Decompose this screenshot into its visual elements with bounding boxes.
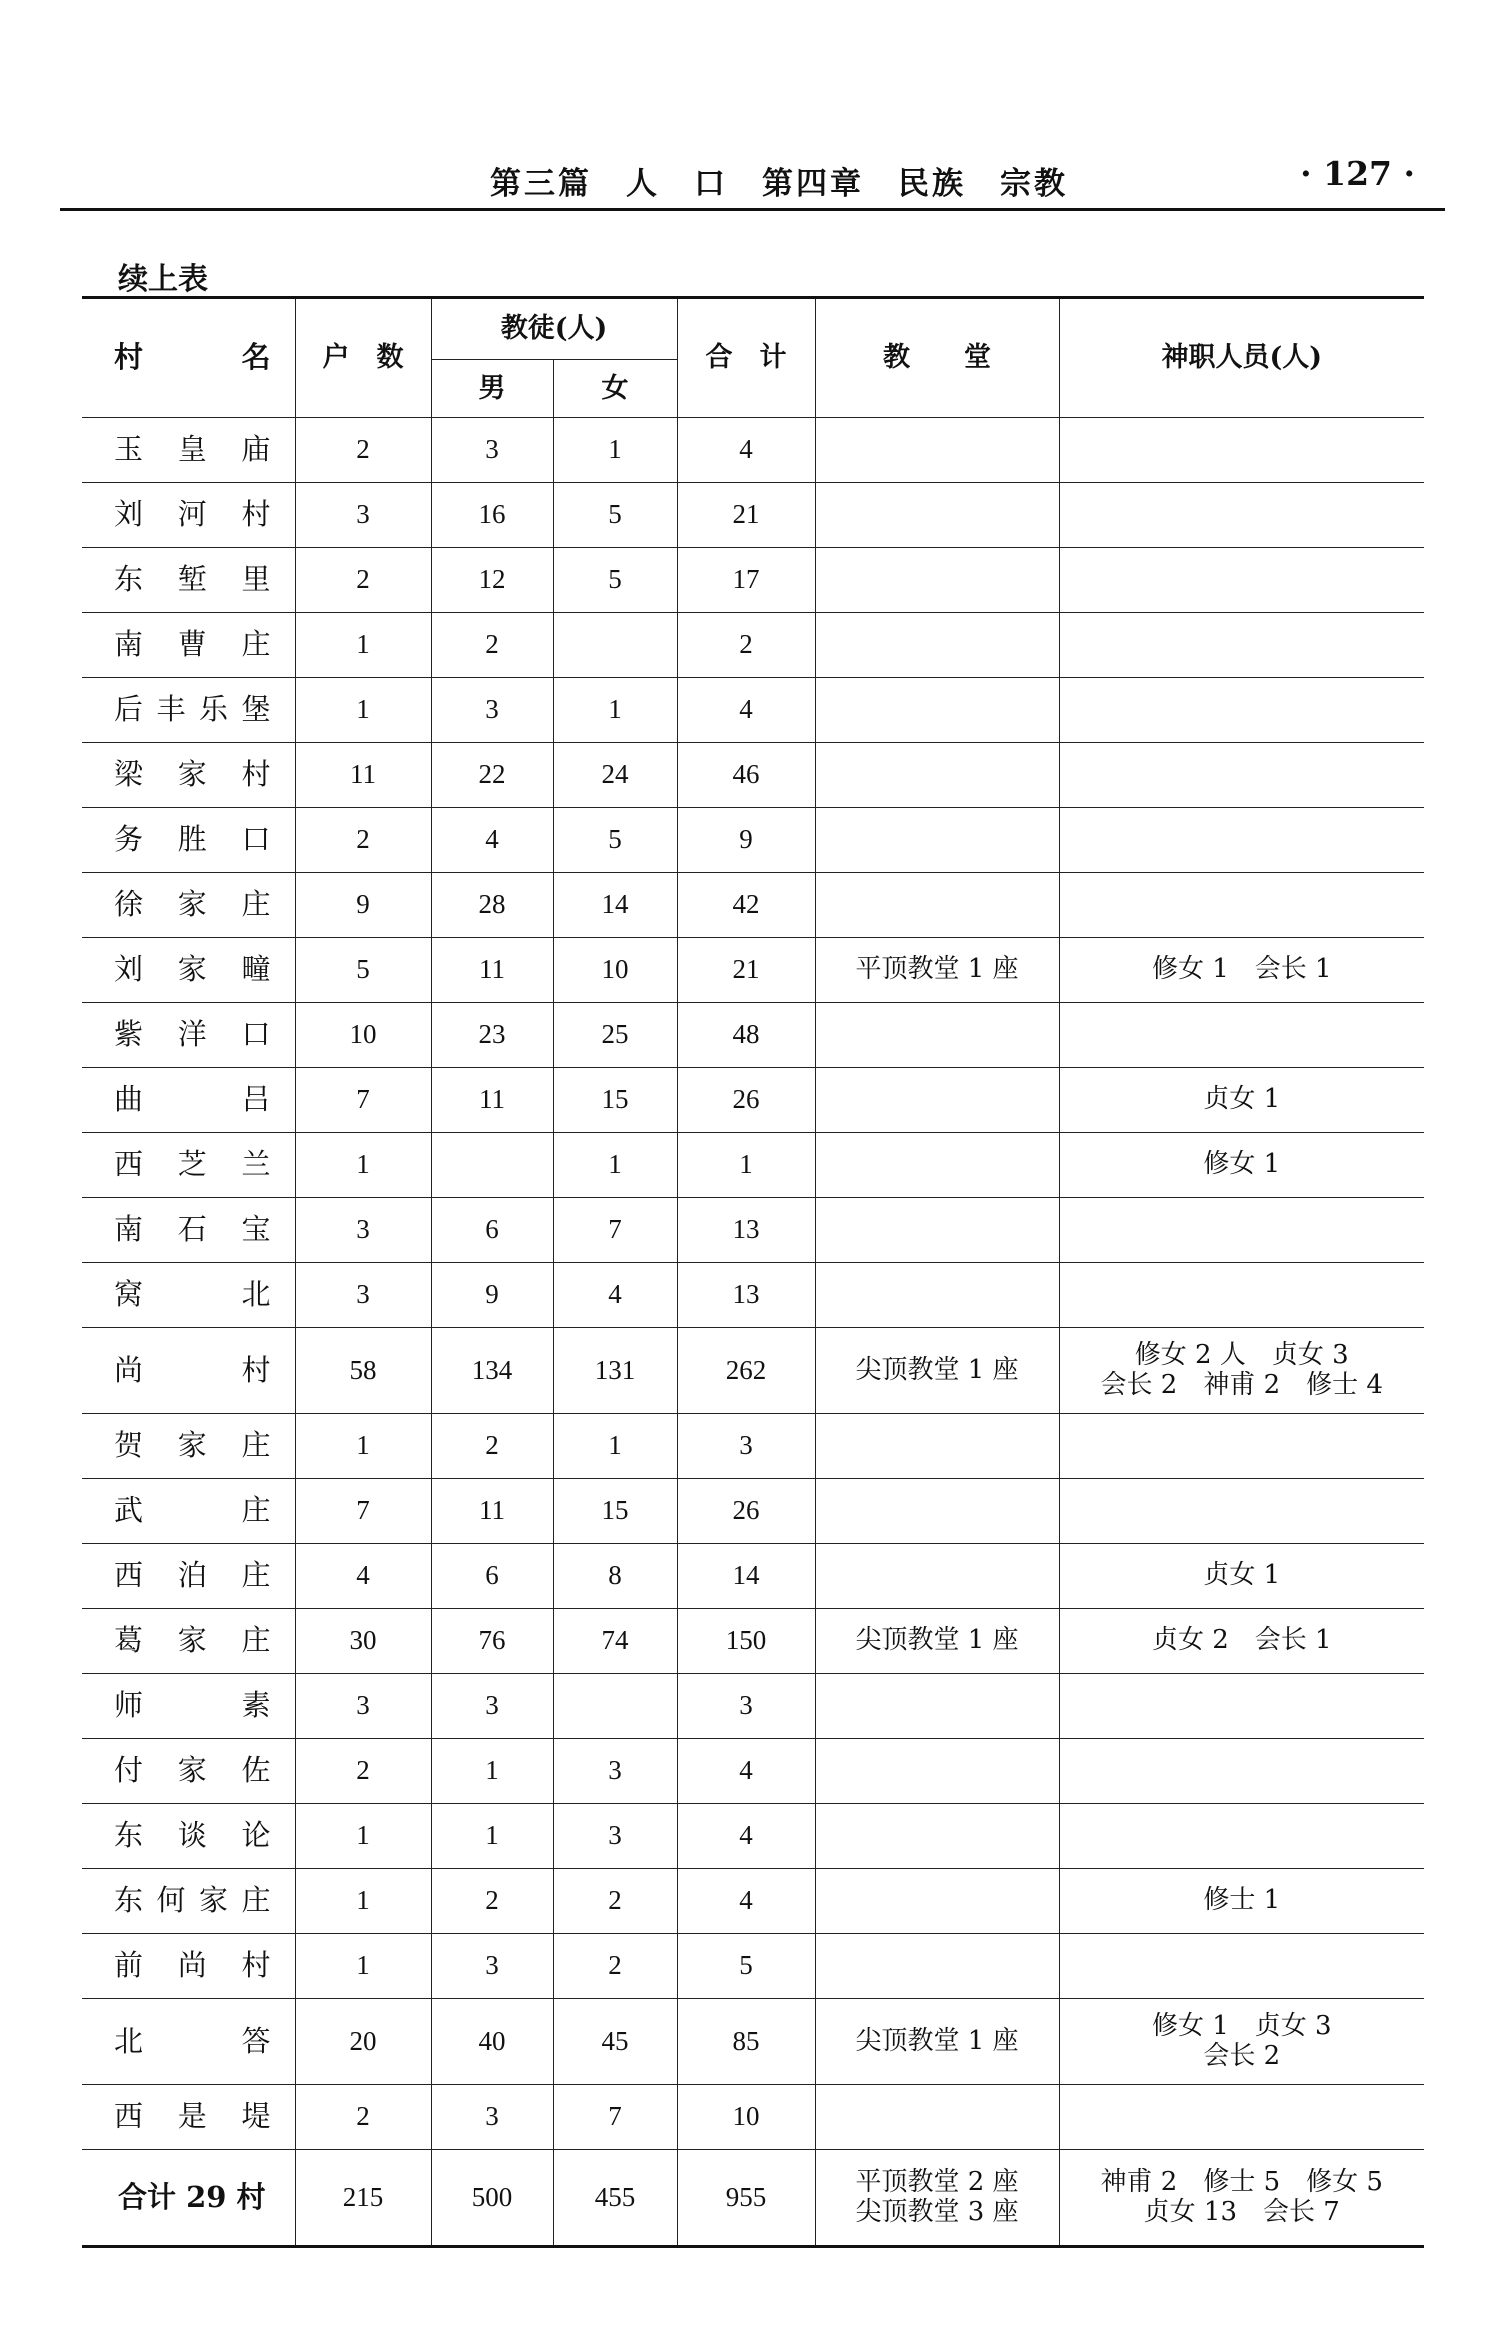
total-cell: 13 <box>677 1198 815 1263</box>
table-row <box>82 938 1424 1003</box>
female-cell: 5 <box>553 483 677 548</box>
total-cell: 4 <box>677 1804 815 1869</box>
church-cell <box>815 548 1059 613</box>
total-cell: 42 <box>677 873 815 938</box>
total-church-line1: 平顶教堂 2 座 <box>855 2166 1019 2197</box>
clergy-cell: 修士 1 <box>1059 1869 1424 1934</box>
clergy-cell <box>1059 548 1424 613</box>
total-cell: 48 <box>677 1003 815 1068</box>
table-row <box>82 1003 1424 1068</box>
households-cell: 1 <box>295 1133 431 1198</box>
village-cell: 玉皇庙 <box>82 418 295 483</box>
female-cell: 1 <box>553 418 677 483</box>
clergy-line1: 修女 2 人 贞女 3 <box>1134 1339 1349 1370</box>
village-cell: 后丰乐堡 <box>82 678 295 743</box>
female-cell: 74 <box>553 1609 677 1674</box>
male-cell: 11 <box>431 1479 553 1544</box>
male-cell: 2 <box>431 1869 553 1934</box>
header-church: 教 堂 <box>815 298 1059 418</box>
male-cell: 6 <box>431 1544 553 1609</box>
table-row <box>82 1674 1424 1739</box>
table-row <box>82 1263 1424 1328</box>
church-cell <box>815 418 1059 483</box>
village-cell: 南曹庄 <box>82 613 295 678</box>
header-rule <box>60 208 1445 211</box>
header-believers: 教徒(人) <box>431 298 677 360</box>
clergy-cell <box>1059 483 1424 548</box>
total-cell: 2 <box>677 613 815 678</box>
clergy-line2: 会长 2 神甫 2 修士 4 <box>1100 1369 1383 1400</box>
total-cell: 4 <box>677 1869 815 1934</box>
total-clergy-line1: 神甫 2 修士 5 修女 5 <box>1100 2166 1383 2197</box>
total-cell: 5 <box>677 1934 815 1999</box>
total-row <box>82 2150 1424 2247</box>
female-cell: 1 <box>553 1414 677 1479</box>
total-clergy-line2: 贞女 13 会长 7 <box>1143 2196 1340 2227</box>
clergy-line1: 修女 1 贞女 3 <box>1151 2010 1332 2041</box>
clergy-cell <box>1059 1934 1424 1999</box>
female-cell: 15 <box>553 1479 677 1544</box>
table-row <box>82 1479 1424 1544</box>
male-cell: 40 <box>431 1999 553 2085</box>
households-cell: 3 <box>295 483 431 548</box>
church-cell: 尖顶教堂 1 座 <box>815 1328 1059 1414</box>
households-cell: 1 <box>295 1414 431 1479</box>
church-cell <box>815 1934 1059 1999</box>
church-cell <box>815 613 1059 678</box>
clergy-cell <box>1059 418 1424 483</box>
total-cell: 262 <box>677 1328 815 1414</box>
female-cell: 5 <box>553 808 677 873</box>
village-cell: 师素 <box>82 1674 295 1739</box>
male-cell: 3 <box>431 418 553 483</box>
clergy-cell <box>1059 1739 1424 1804</box>
church-cell <box>815 2085 1059 2150</box>
clergy-cell <box>1059 1003 1424 1068</box>
total-male: 500 <box>431 2150 553 2247</box>
total-cell: 10 <box>677 2085 815 2150</box>
households-cell: 1 <box>295 1869 431 1934</box>
village-cell: 务胜口 <box>82 808 295 873</box>
households-cell: 3 <box>295 1198 431 1263</box>
male-cell: 1 <box>431 1739 553 1804</box>
clergy-line2: 会长 2 <box>1203 2040 1281 2071</box>
total-cell: 17 <box>677 548 815 613</box>
clergy-cell <box>1059 1999 1424 2085</box>
total-cell: 26 <box>677 1068 815 1133</box>
total-cell: 13 <box>677 1263 815 1328</box>
female-cell: 25 <box>553 1003 677 1068</box>
households-cell: 1 <box>295 1934 431 1999</box>
clergy-cell <box>1059 1479 1424 1544</box>
households-cell: 11 <box>295 743 431 808</box>
table-row <box>82 873 1424 938</box>
total-cell: 4 <box>677 678 815 743</box>
table-row <box>82 1133 1424 1198</box>
female-cell <box>553 613 677 678</box>
church-cell: 尖顶教堂 1 座 <box>815 1999 1059 2085</box>
church-cell <box>815 1414 1059 1479</box>
church-cell <box>815 1263 1059 1328</box>
female-cell: 5 <box>553 548 677 613</box>
clergy-cell <box>1059 1328 1424 1414</box>
households-cell: 1 <box>295 613 431 678</box>
village-cell: 付家佐 <box>82 1739 295 1804</box>
church-cell: 尖顶教堂 1 座 <box>815 1609 1059 1674</box>
total-village: 合计 29 村 <box>82 2150 295 2247</box>
church-cell <box>815 1544 1059 1609</box>
header-village: 村 名 <box>82 298 295 418</box>
male-cell: 1 <box>431 1804 553 1869</box>
clergy-cell <box>1059 1804 1424 1869</box>
clergy-cell: 贞女 1 <box>1059 1068 1424 1133</box>
table-row <box>82 1198 1424 1263</box>
village-cell: 葛家庄 <box>82 1609 295 1674</box>
church-cell <box>815 1869 1059 1934</box>
table-row <box>82 1869 1424 1934</box>
households-cell: 7 <box>295 1068 431 1133</box>
total-total: 955 <box>677 2150 815 2247</box>
clergy-cell: 修女 1 <box>1059 1133 1424 1198</box>
village-cell: 梁家村 <box>82 743 295 808</box>
village-cell: 曲吕 <box>82 1068 295 1133</box>
female-cell <box>553 1674 677 1739</box>
total-cell: 26 <box>677 1479 815 1544</box>
village-cell: 西是堤 <box>82 2085 295 2150</box>
female-cell: 45 <box>553 1999 677 2085</box>
village-cell: 刘家疃 <box>82 938 295 1003</box>
table-row <box>82 1414 1424 1479</box>
table-row <box>82 743 1424 808</box>
village-cell: 尚村 <box>82 1328 295 1414</box>
church-cell: 平顶教堂 1 座 <box>815 938 1059 1003</box>
church-cell <box>815 1739 1059 1804</box>
total-cell: 1 <box>677 1133 815 1198</box>
village-cell: 紫洋口 <box>82 1003 295 1068</box>
village-cell: 东何家庄 <box>82 1869 295 1934</box>
male-cell: 9 <box>431 1263 553 1328</box>
header-households: 户 数 <box>295 298 431 418</box>
clergy-cell <box>1059 1263 1424 1328</box>
header-clergy: 神职人员(人) <box>1059 298 1424 418</box>
total-cell: 85 <box>677 1999 815 2085</box>
church-cell <box>815 743 1059 808</box>
clergy-cell: 修女 1 会长 1 <box>1059 938 1424 1003</box>
male-cell: 3 <box>431 678 553 743</box>
female-cell: 7 <box>553 2085 677 2150</box>
village-cell: 西芝兰 <box>82 1133 295 1198</box>
female-cell: 1 <box>553 1133 677 1198</box>
male-cell: 16 <box>431 483 553 548</box>
church-cell <box>815 808 1059 873</box>
total-cell: 3 <box>677 1414 815 1479</box>
table-row <box>82 1544 1424 1609</box>
table-row <box>82 613 1424 678</box>
header-female: 女 <box>553 360 677 418</box>
table-body <box>82 418 1424 2150</box>
households-cell: 1 <box>295 1804 431 1869</box>
village-cell: 西泊庄 <box>82 1544 295 1609</box>
church-cell <box>815 1198 1059 1263</box>
clergy-cell <box>1059 743 1424 808</box>
male-cell: 28 <box>431 873 553 938</box>
households-cell: 20 <box>295 1999 431 2085</box>
total-clergy <box>1059 2150 1424 2247</box>
clergy-cell: 贞女 1 <box>1059 1544 1424 1609</box>
female-cell: 14 <box>553 873 677 938</box>
female-cell: 10 <box>553 938 677 1003</box>
households-cell: 1 <box>295 678 431 743</box>
village-cell: 武庄 <box>82 1479 295 1544</box>
table-header <box>82 298 1424 418</box>
total-cell: 21 <box>677 938 815 1003</box>
table-row <box>82 808 1424 873</box>
female-cell: 1 <box>553 678 677 743</box>
total-cell: 46 <box>677 743 815 808</box>
table-row <box>82 2085 1424 2150</box>
total-church <box>815 2150 1059 2247</box>
households-cell: 2 <box>295 808 431 873</box>
total-cell: 14 <box>677 1544 815 1609</box>
header-total: 合 计 <box>677 298 815 418</box>
total-church-line2: 尖顶教堂 3 座 <box>855 2196 1019 2227</box>
village-cell: 窝北 <box>82 1263 295 1328</box>
male-cell: 2 <box>431 1414 553 1479</box>
male-cell: 4 <box>431 808 553 873</box>
male-cell: 3 <box>431 1674 553 1739</box>
table-row <box>82 1999 1424 2085</box>
female-cell: 2 <box>553 1934 677 1999</box>
total-cell: 4 <box>677 418 815 483</box>
female-cell: 3 <box>553 1739 677 1804</box>
male-cell: 3 <box>431 2085 553 2150</box>
male-cell: 3 <box>431 1934 553 1999</box>
households-cell: 5 <box>295 938 431 1003</box>
clergy-cell: 贞女 2 会长 1 <box>1059 1609 1424 1674</box>
male-cell: 11 <box>431 1068 553 1133</box>
clergy-cell <box>1059 808 1424 873</box>
female-cell: 4 <box>553 1263 677 1328</box>
table-row <box>82 1328 1424 1414</box>
households-cell: 30 <box>295 1609 431 1674</box>
male-cell: 2 <box>431 613 553 678</box>
households-cell: 3 <box>295 1263 431 1328</box>
male-cell: 23 <box>431 1003 553 1068</box>
clergy-cell <box>1059 1414 1424 1479</box>
header-male: 男 <box>431 360 553 418</box>
clergy-cell <box>1059 678 1424 743</box>
church-cell <box>815 1003 1059 1068</box>
clergy-cell <box>1059 1198 1424 1263</box>
church-cell <box>815 678 1059 743</box>
church-cell <box>815 1479 1059 1544</box>
village-cell: 徐家庄 <box>82 873 295 938</box>
church-cell <box>815 873 1059 938</box>
male-cell <box>431 1133 553 1198</box>
church-cell <box>815 1804 1059 1869</box>
female-cell: 7 <box>553 1198 677 1263</box>
households-cell: 7 <box>295 1479 431 1544</box>
header-title: 第三篇 人 口 第四章 民族 宗教 <box>490 166 1068 202</box>
male-cell: 11 <box>431 938 553 1003</box>
total-households: 215 <box>295 2150 431 2247</box>
table-caption: 续上表 <box>118 262 208 297</box>
church-cell <box>815 1133 1059 1198</box>
village-cell: 东谈论 <box>82 1804 295 1869</box>
table-row <box>82 1609 1424 1674</box>
clergy-cell <box>1059 613 1424 678</box>
page-header <box>60 150 1445 210</box>
households-cell: 3 <box>295 1674 431 1739</box>
female-cell: 8 <box>553 1544 677 1609</box>
male-cell: 22 <box>431 743 553 808</box>
households-cell: 9 <box>295 873 431 938</box>
households-cell: 10 <box>295 1003 431 1068</box>
female-cell: 2 <box>553 1869 677 1934</box>
households-cell: 2 <box>295 1739 431 1804</box>
households-cell: 2 <box>295 548 431 613</box>
table-row <box>82 483 1424 548</box>
village-cell: 北答 <box>82 1999 295 2085</box>
male-cell: 76 <box>431 1609 553 1674</box>
households-cell: 58 <box>295 1328 431 1414</box>
table-row <box>82 678 1424 743</box>
page-number: · 127 · <box>1300 154 1415 193</box>
male-cell: 134 <box>431 1328 553 1414</box>
total-cell: 3 <box>677 1674 815 1739</box>
table-row <box>82 548 1424 613</box>
church-cell <box>815 1068 1059 1133</box>
church-cell <box>815 1674 1059 1739</box>
table-row <box>82 1068 1424 1133</box>
table-row <box>82 1934 1424 1999</box>
male-cell: 6 <box>431 1198 553 1263</box>
total-cell: 9 <box>677 808 815 873</box>
households-cell: 2 <box>295 2085 431 2150</box>
table-row <box>82 1804 1424 1869</box>
village-cell: 东堑里 <box>82 548 295 613</box>
female-cell: 15 <box>553 1068 677 1133</box>
households-cell: 4 <box>295 1544 431 1609</box>
female-cell: 131 <box>553 1328 677 1414</box>
clergy-cell <box>1059 2085 1424 2150</box>
church-cell <box>815 483 1059 548</box>
total-cell: 150 <box>677 1609 815 1674</box>
total-female: 455 <box>553 2150 677 2247</box>
total-cell: 21 <box>677 483 815 548</box>
clergy-cell <box>1059 873 1424 938</box>
male-cell: 12 <box>431 548 553 613</box>
village-cell: 刘河村 <box>82 483 295 548</box>
table-footer <box>82 2150 1424 2247</box>
households-cell: 2 <box>295 418 431 483</box>
female-cell: 3 <box>553 1804 677 1869</box>
table-row <box>82 1739 1424 1804</box>
female-cell: 24 <box>553 743 677 808</box>
total-cell: 4 <box>677 1739 815 1804</box>
village-cell: 南石宝 <box>82 1198 295 1263</box>
table-row <box>82 418 1424 483</box>
village-cell: 贺家庄 <box>82 1414 295 1479</box>
clergy-cell <box>1059 1674 1424 1739</box>
believers-table <box>82 296 1424 2248</box>
village-cell: 前尚村 <box>82 1934 295 1999</box>
